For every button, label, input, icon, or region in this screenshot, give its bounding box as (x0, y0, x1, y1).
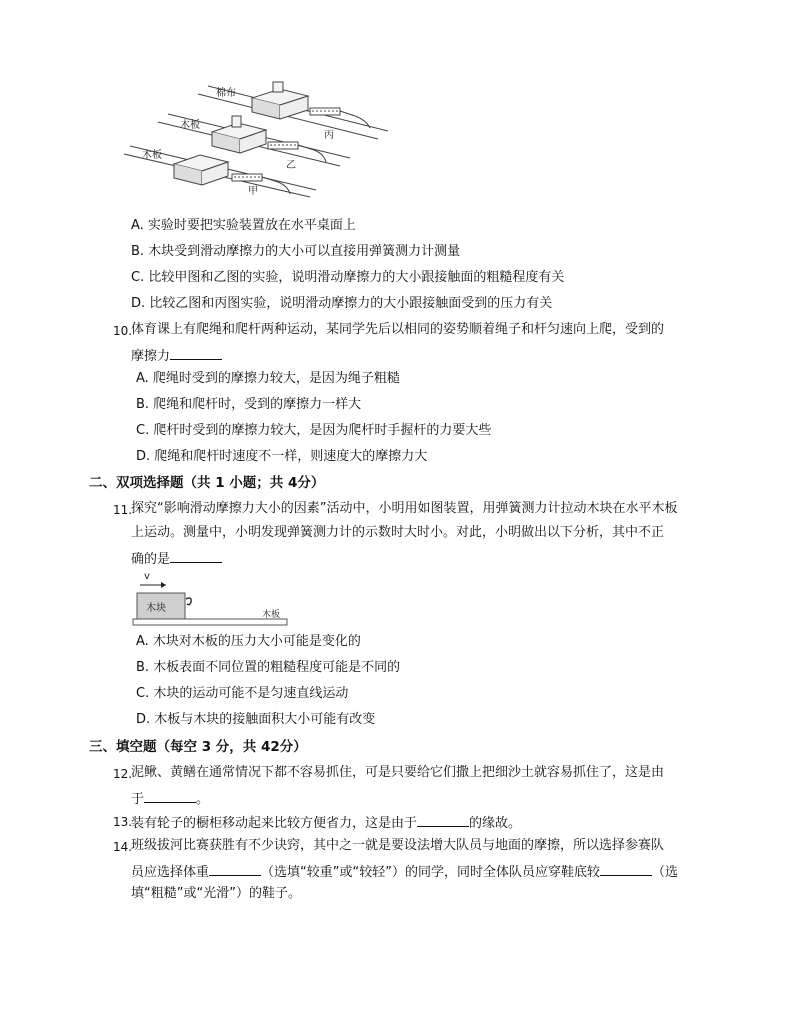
q11-answer-blank[interactable] (170, 548, 222, 563)
velocity-label: v (144, 571, 150, 582)
q12-answer-blank[interactable] (144, 788, 196, 803)
q14-stem-line3: 填“粗糙”或“光滑”）的鞋子。 (131, 886, 301, 901)
label-b: 乙 (286, 160, 296, 171)
q14-number: 14. (113, 840, 133, 854)
block-on-board-figure (130, 566, 290, 630)
label-c: 丙 (324, 130, 334, 141)
q11-stem-line3: 确的是 (131, 548, 222, 569)
label-a: 甲 (248, 186, 258, 197)
section-2-title: 二、双项选择题（共 1 小题；共 4分） (89, 475, 325, 491)
q11-option-b: B. 木板表面不同位置的粗糙程度可能是不同的 (136, 660, 401, 675)
q14-stem-line1: 班级拔河比赛获胜有不少诀窍，其中之一就是要设法增大队员与地面的摩擦，所以选择参赛队 (131, 838, 665, 853)
q10-option-d: D. 爬绳和爬杆时速度不一样，则速度大的摩擦力大 (136, 449, 428, 464)
q12-number: 12. (113, 767, 133, 781)
q11-option-a: A. 木块对木板的压力大小可能是变化的 (136, 634, 361, 649)
q14-answer-blank-2[interactable] (600, 861, 652, 876)
q10-option-a: A. 爬绳时受到的摩擦力较大，是因为绳子粗糙 (136, 371, 400, 386)
q10-stem-line1: 体育课上有爬绳和爬杆两种运动，某同学先后以相同的姿势顺着绳子和杆匀速向上爬，受到的 (131, 322, 665, 337)
q14-answer-blank-1[interactable] (209, 861, 261, 876)
q11-option-d: D. 木板与木块的接触面积大小可能有改变 (136, 712, 376, 727)
q12-stem-line1: 泥鳅、黄鳝在通常情况下都不容易抓住，可是只要给它们撒上把细沙土就容易抓住了，这是由 (131, 765, 665, 780)
board-label: 木板 (262, 610, 281, 620)
q13-stem: 装有轮子的橱柜移动起来比较方便省力，这是由于 的缘故。 (131, 812, 521, 833)
label-board-a: 木板 (142, 150, 162, 161)
q10-option-c: C. 爬杆时受到的摩擦力较大，是因为爬杆时手握杆的力要大些 (136, 423, 492, 438)
q10-number: 10. (113, 324, 133, 338)
q11-number: 11. (113, 503, 133, 517)
block-label: 木块 (146, 603, 166, 614)
label-board-b: 木板 (180, 120, 200, 131)
q13-number: 13. (113, 815, 133, 829)
q10-option-b: B. 爬绳和爬杆时，受到的摩擦力一样大 (136, 397, 362, 412)
q9-option-a: A. 实验时要把实验装置放在水平桌面上 (131, 218, 356, 233)
q10-answer-blank[interactable] (170, 345, 222, 360)
q9-option-c: C. 比较甲图和乙图的实验，说明滑动摩擦力的大小跟接触面的粗糙程度有关 (131, 270, 565, 285)
q9-option-b: B. 木块受到滑动摩擦力的大小可以直接用弹簧测力计测量 (131, 244, 461, 259)
q14-stem-line2: 员应选择体重 （选填“较重”或“较轻”）的同学，同时全体队员应穿鞋底较 （选 (131, 861, 678, 882)
section-3-title: 三、填空题（每空 3 分，共 42分） (89, 739, 307, 755)
q11-stem-line2: 上运动。测量中，小明发现弹簧测力计的示数时大时小。对此，小明做出以下分析，其中不正 (131, 525, 665, 540)
q13-answer-blank[interactable] (417, 812, 469, 827)
q12-stem-line2: 于 。 (131, 788, 209, 809)
label-cotton: 棉布 (216, 88, 236, 99)
q9-option-d: D. 比较乙图和丙图实验，说明滑动摩擦力的大小跟接触面受到的压力有关 (131, 296, 553, 311)
q11-stem-line1: 探究“影响滑动摩擦力大小的因素”活动中，小明用如图装置，用弹簧测力计拉动木块在水平木板 (131, 501, 678, 516)
q11-option-c: C. 木块的运动可能不是匀速直线运动 (136, 686, 349, 701)
friction-experiment-figure (120, 76, 390, 198)
q10-stem-line2: 摩擦力 (131, 345, 222, 366)
